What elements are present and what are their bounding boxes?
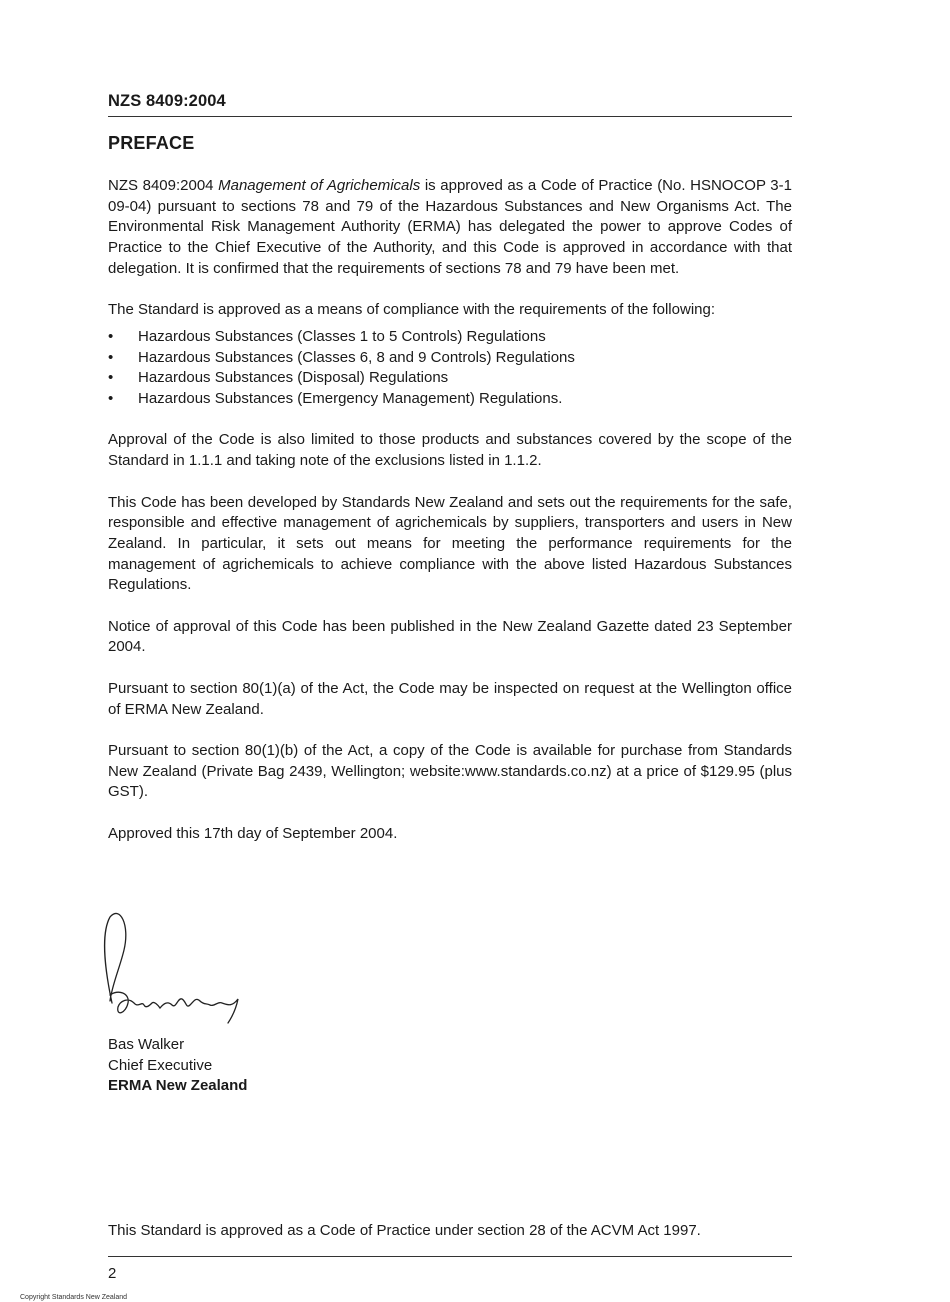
signer-name: Bas Walker (108, 1036, 185, 1053)
acvm-footnote: This Standard is approved as a Code of Practice under section 28 of the ACVM Act 1997. (108, 1222, 701, 1239)
paragraph-compliance: The Standard is approved as a means of compliance with the requirements of the following: (108, 301, 716, 319)
preface-body (108, 176, 792, 865)
signer-block (108, 1035, 247, 1097)
paragraph-gazette: Notice of approval of this Code has been published in the New Zealand Gazette dated 23 September 2004. (108, 617, 792, 656)
signer-organisation: ERMA New Zealand (108, 1077, 248, 1095)
signer-role: Chief Executive (108, 1056, 213, 1074)
footer-divider (108, 1256, 792, 1257)
paragraph-purchase: Pursuant to section 80(1)(b) of the Act, a copy of the Code is available for purchase from Standards New Zealand (Private Bag 2439, Wellington; website:www.standards.co.nz) at a price of $129.95 (plus GST). (108, 741, 792, 801)
list-item: • Hazardous Substances (Emergency Management) Regulations. (108, 389, 792, 410)
paragraph-approved-date: Approved this 17th day of September 2004. (108, 824, 398, 842)
list-item: • Hazardous Substances (Classes 1 to 5 Controls) Regulations (108, 327, 792, 348)
document-code: NZS 8409:2004 (108, 92, 226, 110)
paragraph-inspection: Pursuant to section 80(1)(a) of the Act, the Code may be inspected on request at the Wellington office of ERMA New Zealand. (108, 679, 792, 718)
paragraph-approval (108, 176, 792, 280)
paragraph-development: This Code has been developed by Standards New Zealand and sets out the requirements for the safe, responsible and effective management of agrichemicals by suppliers, transporters and users in New Zealand. In particular, it sets out means for meeting the performance requirements for the management of agrichemicals to achieve compliance with the above listed Hazardous Substances Regulations. (108, 493, 792, 594)
approval-text: is approved as a Code of Practice (No. HSNOCOP 3-1 09-04) pursuant to sections 78 and 79 of the Hazardous Substances and New Organisms Act. The Environmental Risk Management Authority (ERMA) has delegated the power to approve Codes of Practice to the Chief Executive of the Authority, and this Code is approved in accordance with that delegation. It is confirmed that the requirements of sections 78 and 79 have been met. (108, 177, 792, 277)
list-item: • Hazardous Substances (Disposal) Regulations (108, 368, 792, 389)
standard-code: NZS 8409:2004 (108, 177, 214, 194)
header-divider (108, 116, 792, 117)
regulations-list (108, 327, 792, 410)
standard-title: Management of Agrichemicals (218, 177, 421, 194)
page-number: 2 (108, 1265, 117, 1282)
copyright-notice: Copyright Standards New Zealand (20, 1294, 128, 1301)
paragraph-scope: Approval of the Code is also limited to those products and substances covered by the scope of the Standard in 1.1.1 and taking note of the exclusions listed in 1.1.2. (108, 431, 792, 470)
signature-image (98, 905, 248, 1033)
list-item: • Hazardous Substances (Classes 6, 8 and 9 Controls) Regulations (108, 348, 792, 369)
page-title: PREFACE (108, 133, 195, 153)
